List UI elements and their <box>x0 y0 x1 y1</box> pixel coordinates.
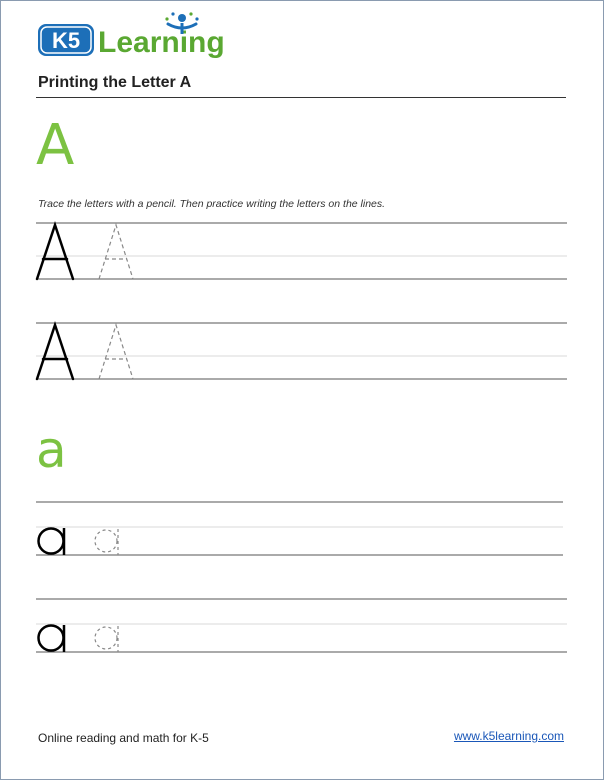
logo-k5-text: K5 <box>51 28 81 53</box>
logo-word-text: Learning <box>98 26 225 59</box>
trace-letter-lower <box>95 529 118 555</box>
trace-letter-lower <box>95 626 118 652</box>
model-letter-upper <box>37 225 73 279</box>
model-letter-lower <box>39 528 65 555</box>
instructions-text: Trace the letters with a pencil. Then practice writing the letters on the lines. <box>38 198 386 210</box>
model-letter-lower <box>39 625 65 652</box>
trace-letter-upper <box>99 225 133 279</box>
trace-letter-upper <box>99 325 133 379</box>
practice-row-lower-1 <box>36 502 563 555</box>
practice-row-upper-2 <box>36 323 567 379</box>
footer-tagline: Online reading and math for K-5 <box>38 731 209 745</box>
lowercase-display-letter: a <box>36 421 67 479</box>
model-letter-upper <box>37 325 73 379</box>
page-title: Printing the Letter A <box>38 74 192 91</box>
footer-website-link[interactable]: www.k5learning.com <box>453 729 564 743</box>
uppercase-display-letter: A <box>36 113 75 178</box>
practice-row-lower-2 <box>36 599 567 652</box>
practice-row-upper-1 <box>36 223 567 279</box>
